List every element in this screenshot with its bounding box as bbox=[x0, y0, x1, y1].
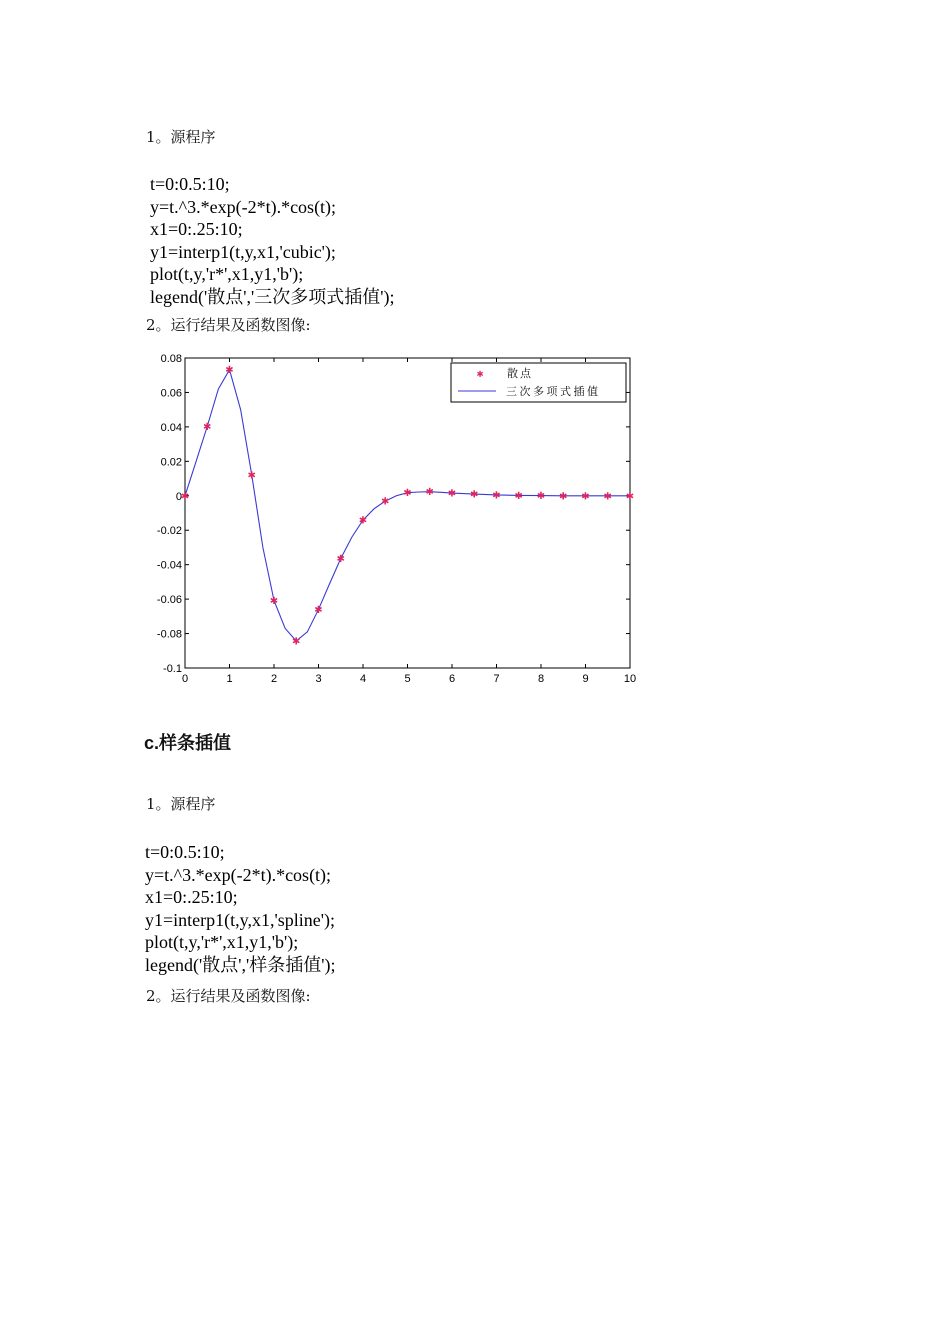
data-point-star: ✱ bbox=[247, 470, 256, 482]
legend-label-scatter: 散点 bbox=[507, 368, 533, 380]
code-block-1 bbox=[150, 173, 394, 309]
y-tick-label: 0.04 bbox=[160, 421, 182, 434]
data-point-star: ✱ bbox=[603, 491, 612, 503]
y-tick-label: 0.06 bbox=[160, 387, 182, 400]
x-tick-label: 3 bbox=[315, 673, 322, 685]
data-point-star: ✱ bbox=[581, 491, 590, 503]
section-heading-spline: c.样条插值 bbox=[144, 733, 232, 753]
code-line: x1=0:.25:10; bbox=[145, 887, 238, 908]
y-tick-label: -0.02 bbox=[156, 525, 182, 538]
source-label-1: 1。源程序 bbox=[146, 128, 216, 146]
data-point-star: ✱ bbox=[514, 490, 523, 502]
code-line: plot(t,y,'r*',x1,y1,'b'); bbox=[145, 932, 299, 953]
data-point-star: ✱ bbox=[536, 491, 546, 503]
source-label-2: 1。源程序 bbox=[146, 795, 216, 813]
code-line: y=t.^3.*exp(-2*t).*cos(t); bbox=[145, 864, 332, 885]
code-line: y=t.^3.*exp(-2*t).*cos(t); bbox=[150, 196, 337, 217]
y-tick-label: 0.02 bbox=[160, 456, 182, 469]
code-line: legend('散点','样条插值'); bbox=[145, 954, 336, 975]
x-tick-label: 9 bbox=[582, 673, 589, 685]
data-point-star: ✱ bbox=[314, 604, 323, 616]
y-tick-label: 0.08 bbox=[160, 353, 182, 365]
legend-star-marker: ✱ bbox=[476, 369, 484, 379]
y-tick-label: -0.06 bbox=[156, 594, 182, 607]
y-tick-label: -0.04 bbox=[156, 559, 182, 572]
y-tick-label: -0.1 bbox=[163, 663, 182, 675]
data-point-star: ✱ bbox=[403, 488, 412, 500]
x-tick-label: 2 bbox=[270, 673, 278, 685]
data-point-star: ✱ bbox=[203, 421, 212, 433]
result-label-1: 2。运行结果及函数图像: bbox=[146, 316, 311, 334]
code-block-2 bbox=[145, 841, 335, 977]
code-line: legend('散点','三次多项式插值'); bbox=[150, 286, 395, 307]
y-tick-label: -0.08 bbox=[156, 628, 182, 641]
plot-frame bbox=[185, 358, 630, 668]
data-point-star: ✱ bbox=[381, 496, 390, 508]
data-point-star: ✱ bbox=[559, 491, 568, 503]
data-point-star: ✱ bbox=[225, 365, 234, 377]
data-point-star: ✱ bbox=[470, 489, 479, 501]
x-tick-label: 4 bbox=[359, 673, 367, 685]
code-line: y1=interp1(t,y,x1,'spline'); bbox=[145, 909, 335, 930]
x-tick-label: 8 bbox=[537, 673, 545, 685]
x-tick-label: 0 bbox=[181, 673, 189, 685]
x-tick-label: 1 bbox=[226, 673, 233, 685]
data-point-star: ✱ bbox=[358, 515, 368, 527]
x-tick-label: 6 bbox=[448, 673, 456, 685]
data-point-star: ✱ bbox=[625, 491, 635, 503]
code-line: t=0:0.5:10; bbox=[145, 842, 225, 862]
data-point-star: ✱ bbox=[180, 491, 190, 503]
data-point-star: ✱ bbox=[492, 490, 501, 502]
data-point-star: ✱ bbox=[269, 595, 279, 607]
result-label-2: 2。运行结果及函数图像: bbox=[146, 987, 311, 1005]
data-point-star: ✱ bbox=[292, 636, 301, 648]
code-line: t=0:0.5:10; bbox=[150, 174, 230, 194]
chart-legend bbox=[451, 363, 626, 402]
code-line: x1=0:.25:10; bbox=[150, 219, 243, 240]
code-line: plot(t,y,'r*',x1,y1,'b'); bbox=[150, 264, 304, 285]
interpolation-chart bbox=[140, 345, 650, 690]
data-point-star: ✱ bbox=[447, 488, 457, 500]
x-tick-label: 10 bbox=[623, 673, 637, 685]
y-tick-label: 0 bbox=[175, 490, 182, 503]
legend-label-interp: 三次多项式插值 bbox=[506, 386, 601, 398]
data-point-star: ✱ bbox=[425, 487, 434, 499]
x-tick-label: 7 bbox=[493, 673, 500, 685]
code-line: y1=interp1(t,y,x1,'cubic'); bbox=[150, 241, 336, 262]
data-point-star: ✱ bbox=[336, 553, 345, 565]
x-tick-label: 5 bbox=[404, 673, 411, 685]
